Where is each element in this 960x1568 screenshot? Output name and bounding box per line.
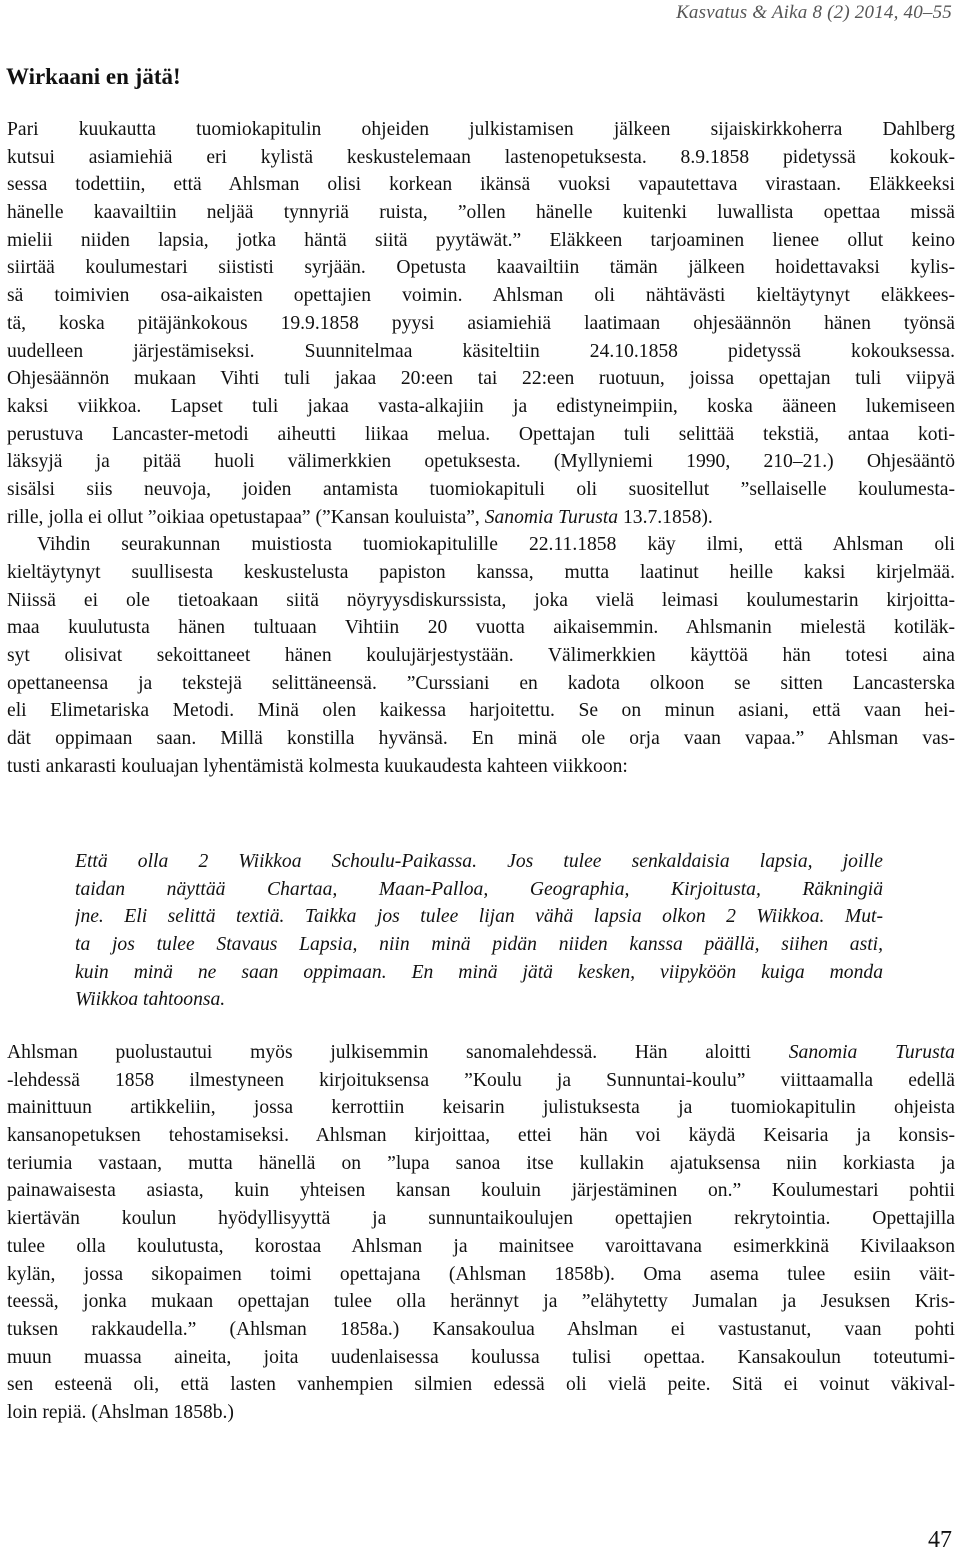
- text-line: painawaisesta asiasta, kuin yhteisen kansan kouluin järjestäminen on.” Koulumestari pohtii: [7, 1180, 955, 1202]
- paragraph-3: [7, 1039, 955, 1427]
- text-line: teriumia vastaan, mutta hänellä on ”lupa sanoa itse kullakin ajatuksensa niin korkiasta ja: [7, 1152, 955, 1174]
- text-line-last: [7, 504, 955, 532]
- text-line: mainittuun artikkeliin, jossa kerrottiin keisarin julistuksesta ja tuomiokapitulin ohjeista: [7, 1097, 955, 1119]
- text-line: sessa todettiin, että Ahlsman olisi korkean ikänsä vuoksi vapautettava virastaan. Eläkkeeksi: [7, 174, 955, 196]
- text-line: kaksi viikkoa. Lapset tuli jakaa vasta-alkajiin ja edistyneimpiin, koska ääneen lukemiseen: [7, 395, 955, 417]
- text-line: dät oppimaan saan. Millä konstilla hyvänsä. En minä ole orja vaan vapaa.” Ahlsman vas-: [7, 728, 955, 750]
- text-run: 13.7.1858).: [618, 506, 713, 528]
- paragraph-1: [7, 116, 955, 781]
- newspaper-title: Sanomia Turusta: [484, 506, 619, 528]
- quote-line: Että olla 2 Wiikkoa Schoulu-Paikassa. Jos tulee senkaldaisia lapsia, joille: [75, 851, 883, 872]
- text-line: teessä, jonka mukaan opettajan tulee olla herännyt ja ”elähytetty Jumalan ja Jesuksen Kris-: [7, 1291, 955, 1313]
- quote-line: kuin minä ne saan oppimaan. En minä jätä kesken, viipyköön kuiga monda: [75, 961, 883, 983]
- text-line: syt olisivat sekoittaneet hänen koulujärjestystään. Välimerkkien käyttöä hän totesi aina: [7, 645, 955, 667]
- text-line: opettaneensa ja tekstejä selittäneensä. ”Curssiani en kadota olkoon se sitten Lancasterska: [7, 672, 955, 694]
- text-line: läksyjä ja pitää huoli välimerkkien opetuksesta. (Myllyniemi 1990, 210–21.) Ohjesääntö: [7, 451, 955, 473]
- text-line: muun muassa aineita, joita uudenlaisessa koulussa tulisi opettaa. Kansakoulun toteutumi-: [7, 1346, 955, 1368]
- text-line: Vihdin seurakunnan muistiosta tuomiokapitulille 22.11.1858 käy ilmi, että Ahlsman oli: [37, 534, 955, 556]
- text-line: sen esteenä oli, että lasten vanhempien silmien edessä oli vielä peite. Sitä ei voinut väkival-: [7, 1374, 955, 1396]
- quote-line: taidan näyttää Chartaa, Maan-Palloa, Geographia, Kirjoitusta, Räkningiä: [75, 878, 883, 900]
- text-line: uudelleen järjestämiseksi. Suunnitelmaa käsiteltiin 24.10.1858 pidetyssä kokouksessa.: [7, 340, 955, 362]
- newspaper-title: Sanomia Turusta: [788, 1042, 955, 1063]
- text-line: tulee olla koulutusta, korostaa Ahlsman ja mainitsee varoittavana esimerkkinä Kivilaakson: [7, 1235, 955, 1257]
- text-line-last: loin repiä. (Ahslman 1858b.): [7, 1401, 234, 1423]
- text-line: mielii niiden lapsia, jotka häntä siitä pyytäwät.” Eläkkeen tarjoaminen lienee ollut keino: [7, 229, 955, 251]
- text-line: [7, 1039, 955, 1067]
- quote-line: ta jos tulee Stavaus Lapsia, niin minä pidän niiden kanssa päällä, siihen asti,: [75, 934, 883, 956]
- text-line: kieltäytynyt suullisesta keskustelusta papiston kanssa, mutta laatinut heille kaksi kirjelmää.: [7, 562, 955, 583]
- text-line: kiertävän koulun hyödyllisyyttä ja sunnuntaikoulujen opettajien rekrytointia. Opettajilla: [7, 1208, 955, 1230]
- text-line-last: tusti ankarasti kouluajan lyhentämistä kolmesta kuukaudesta kahteen viikkoon:: [7, 755, 628, 777]
- text-line: sä toimivien osa-aikaisten opettajien voimin. Ahlsman oli nähtävästi kieltäytynyt eläkkees-: [7, 285, 955, 307]
- running-head: Kasvatus & Aika 8 (2) 2014, 40–55: [676, 2, 952, 23]
- block-quote: [75, 848, 883, 1014]
- text-line: eli Elimetariska Metodi. Minä olen kaikessa harjoitettu. Se on minun asiani, että vaan hei-: [7, 700, 955, 722]
- quote-line: jne. Eli selittä textiä. Taikka jos tulee lijan vähä lapsia olkon 2 Wiikkoa. Mut-: [75, 906, 883, 928]
- text-line: Pari kuukautta tuomiokapitulin ohjeiden julkistamisen jälkeen sijaiskirkkoherra Dahlberg: [7, 119, 955, 140]
- text-line: hänelle kaavailtiin neljää tynnyriä ruista, ”ollen hänelle kuitenki luwallista opettaa missä: [7, 202, 955, 224]
- text-line: tä, koska pitäjänkokous 19.9.1858 pyysi asiamiehiä laatimaan ohjesäännön hänen työnsä: [7, 312, 955, 334]
- text-line: sisälsi siis neuvoja, joiden antamista tuomiokapituli oli suositellut ”sellaiselle koulumesta-: [7, 478, 955, 500]
- text-line: kansanopetuksen tehostamiseksi. Ahlsman kirjoittaa, ettei hän voi käydä Keisaria ja konsis-: [7, 1125, 955, 1147]
- text-run: Ahlsman puolustautui myös julkisemmin sanomalehdessä. Hän aloitti: [7, 1042, 789, 1063]
- text-run: rille, jolla ei ollut ”oikiaa opetustapaa” (”Kansan kouluista”,: [7, 506, 485, 528]
- section-title: Wirkaani en jätä!: [6, 64, 181, 89]
- quote-line-last: Wiikkoa tahtoonsa.: [75, 989, 226, 1011]
- text-line: -lehdessä 1858 ilmestyneen kirjoituksensa ”Koulu ja Sunnuntai-koulu” viittaamalla edellä: [7, 1069, 955, 1091]
- text-line: perustuva Lancaster-metodi aiheutti liikaa melua. Opettajan tuli selittää tekstiä, antaa koti-: [7, 423, 955, 445]
- text-line: kylän, jossa sikopaimen toimi opettajana (Ahlsman 1858b). Oma asema tulee esiin väit-: [7, 1263, 955, 1285]
- text-line: tuksen rakkaudella.” (Ahlsman 1858a.) Kansakoulua Ahslman ei vastustanut, vaan pohti: [7, 1318, 955, 1340]
- text-line: Niissä ei ole tietoakaan siitä nöyryysdiskurssista, joka vielä leimasi koulumestarin kirjoitta-: [7, 589, 955, 611]
- text-line: maa kuulutusta hänen tultuaan Vihtiin 20 vuotta aikaisemmin. Ahlsmanin mielestä kotiläk-: [7, 617, 955, 639]
- text-line: kutsui asiamiehiä eri kylistä keskustelemaan lastenopetuksesta. 8.9.1858 pidetyssä kokouk-: [7, 146, 955, 168]
- text-line: Ohjesäännön mukaan Vihti tuli jakaa 20:een tai 22:een ruotuun, joissa opettajan tuli viipyä: [7, 368, 955, 390]
- page-number: 47: [928, 1527, 952, 1553]
- text-line: siirtää koulumestari siististi syrjään. Opetusta kaavailtiin tämän jälkeen hoidettavaksi kylis-: [7, 257, 955, 279]
